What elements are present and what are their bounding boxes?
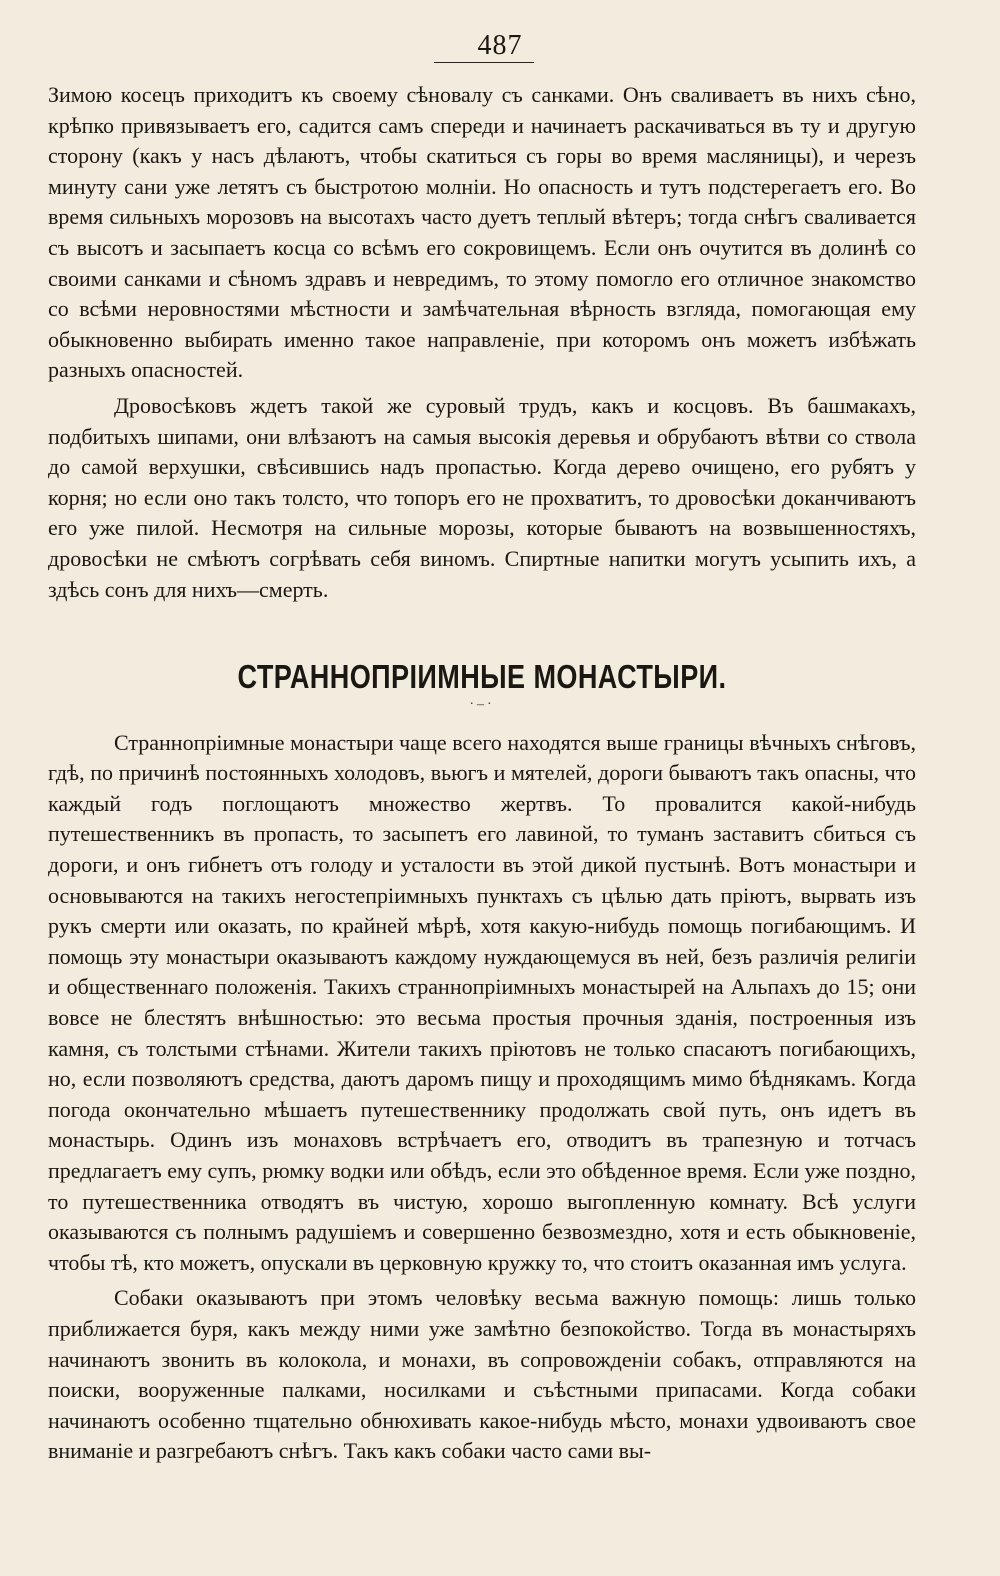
page-number: 487 [477,30,523,61]
paragraph-haymaker: Зимою косецъ приходитъ къ своему сѣновалу съ санками. Онъ сваливаетъ въ нихъ сѣно, крѣпко привязываетъ его, садится самъ спереди и начинаетъ раскачиваться въ ту и другую сторону (какъ у насъ дѣлаютъ, чтобы скатиться съ горы во время масляницы), и черезъ минуту сани уже летятъ съ быстротою молніи. Но опасность и тутъ подстерегаетъ его. Во время сильныхъ морозовъ на высотахъ часто дуетъ теплый вѣтеръ; тогда снѣгъ сваливается съ высотъ и засыпаетъ косца со всѣмъ его сокровищемъ. Если онъ очутится въ долинѣ со своими санками и сѣномъ здравъ и невредимъ, то этому помогло его отличное знакомство со всѣми неровностями мѣстности и замѣчательная вѣрность взгляда, помогающая ему обыкновенно выбирать именно такое направленіе, при которомъ онъ можетъ избѣжать разныхъ опасностей. [48,82,916,383]
paragraph-dogs: Собаки оказываютъ при этомъ человѣку весьма важную помощь: лишь только приближается буря, какъ между ними уже замѣтно безпокойство. Тогда въ монастыряхъ начинаютъ звонить въ колокола, и монахи, въ сопровожденіи собакъ, отправляются на поиски, вооруженные палками, носилками и съѣстными припасами. Когда собаки начинаютъ особенно тщательно обнюхивать какое-нибудь мѣсто, монахи удвоиваютъ свое вниманіе и разгребаютъ снѣгъ. Такъ какъ собаки часто сами вы- [48,1285,916,1464]
section-title: СТРАННОПРІИМНЫЕ МОНАСТЫРИ. [237,658,727,696]
page-number-rule [434,62,534,63]
paragraph-hospices: Страннопріимные монастыри чаще всего находятся выше границы вѣчныхъ снѣговъ, гдѣ, по причинѣ постоянныхъ холодовъ, вьюгъ и мятелей, дороги бываютъ такъ опасны, что каждый годъ поглощаютъ множество жертвъ. То провалится какой-нибудь путешественникъ въ пропасть, то засыпетъ его лавиной, то туманъ заставитъ сбиться съ дороги, и онъ гибнетъ отъ голоду и усталости въ этой дикой пустынѣ. Вотъ монастыри и основываются на такихъ негостепріимныхъ пунктахъ съ цѣлью дать пріютъ, вырвать изъ рукъ смерти или оказать, по крайней мѣрѣ, хотя какую-нибудь помощь погибающимъ. И помощь эту монастыри оказываютъ каждому нуждающемуся въ ней, безъ различія религіи и общественнаго положенія. Такихъ страннопріимныхъ монастырей на Альпахъ до 15; они вовсе не блестятъ внѣшностью: это весьма простыя прочныя зданія, построенныя изъ камня, съ толстыми стѣнами. Жители такихъ пріютовъ не только спасаютъ погибающихъ, но, если позволяютъ средства, даютъ даромъ пищу и проходящимъ мимо бѣднякамъ. Когда погода окончательно мѣшаетъ путешественнику продолжать свой путь, онъ идетъ въ монастырь. Одинъ изъ монаховъ встрѣчаетъ его, отводитъ въ трапезную и тотчасъ предлагаетъ ему супъ, рюмку водки или обѣдъ, если это обѣденное время. Если уже поздно, то путешественника отводятъ въ чистую, хорошо выгопленную комнату. Всѣ услуги оказываются съ полнымъ радушіемъ и совершенно безвозмездно, хотя и есть обыкновеніе, чтобы тѣ, кто можетъ, опускали въ церковную кружку то, что стоитъ оказанная имъ услуга. [48,729,916,1275]
paragraph-woodcutters: Дровосѣковъ ждетъ такой же суровый трудъ, какъ и косцовъ. Въ башмакахъ, подбитыхъ шипами, они влѣзаютъ на самыя высокія деревья и обрубаютъ вѣтви со ствола до самой верхушки, свѣсившись надъ пропастью. Когда дерево очищено, его рубятъ у корня; но если оно такъ толсто, что топоръ его не прохватитъ, то дровосѣки доканчиваютъ его уже пилой. Несмотря на сильные морозы, которые бываютъ на возвышенностяхъ, дровосѣки не смѣютъ согрѣвать себя виномъ. Спиртные напитки могутъ усыпить ихъ, а здѣсь сонъ для нихъ—смерть. [48,392,916,602]
title-ornament: ·–· [469,696,495,712]
page-body [48,80,916,1467]
